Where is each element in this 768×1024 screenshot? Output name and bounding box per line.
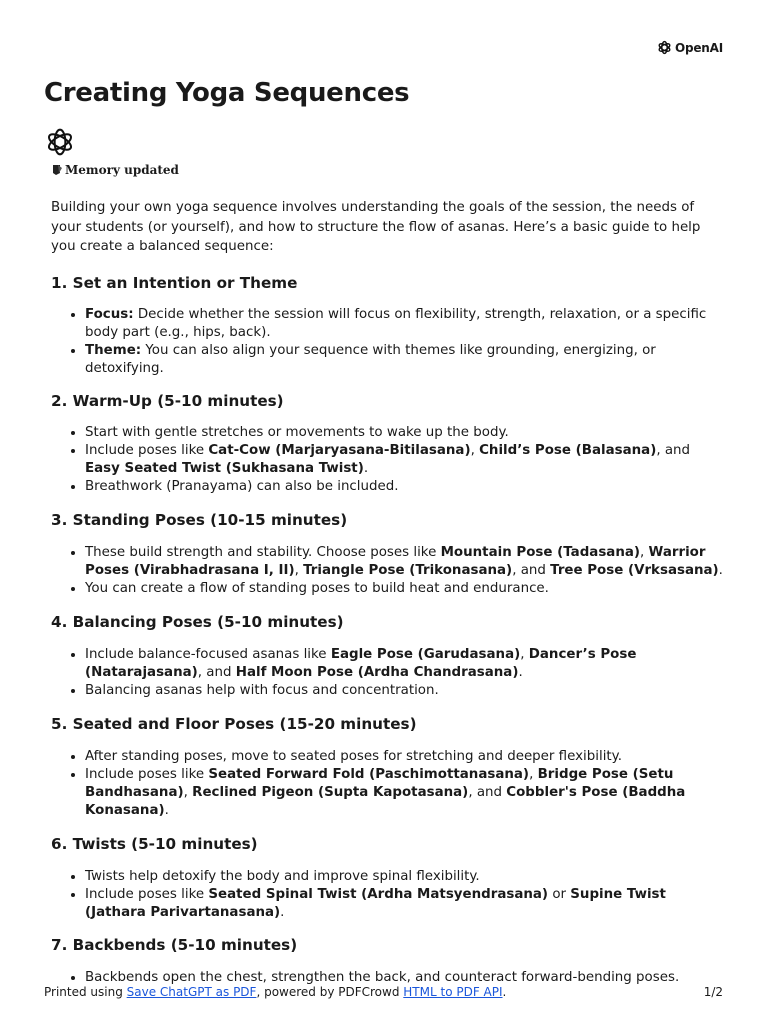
list-item [85, 682, 723, 700]
text-run: , and [512, 562, 551, 578]
list-item [85, 886, 723, 922]
memory-note [52, 163, 179, 177]
bold-text: Supine Twist (Jathara Parivartanasana) [85, 886, 666, 920]
text-run: Breathwork (Pranayama) can also be included. [85, 478, 399, 494]
bold-text: Theme: [85, 342, 142, 358]
section-list [51, 748, 723, 820]
list-item [85, 748, 723, 766]
intro-paragraph: Building your own yoga sequence involves understanding the goals of the session, the needs of your students (or yourself), and how to structure the flow of asanas. Here’s a basic guide to help you create a balanced sequence: [51, 200, 701, 254]
bold-text: Reclined Pigeon (Supta Kapotasana) [192, 784, 469, 800]
section-list [51, 868, 723, 922]
list-item [85, 478, 723, 496]
list-item [85, 580, 723, 598]
memory-note-label: Memory updated [65, 163, 179, 177]
text-run: . [363, 460, 369, 476]
list-item [85, 442, 723, 478]
section-heading: 2. Warm-Up (5-10 minutes) [51, 391, 284, 410]
section-list [51, 544, 723, 598]
response-content [51, 198, 723, 987]
text-run: . [718, 562, 723, 578]
section-list [51, 969, 723, 987]
text-run: Include poses like [85, 886, 209, 902]
list-item [85, 868, 723, 886]
text-run: These build strength and stability. Choose poses like [85, 544, 441, 560]
bold-text: Seated Forward Fold (Paschimottanasana) [208, 766, 530, 782]
page-number: 1/2 [703, 985, 723, 999]
section-heading: 3. Standing Poses (10-15 minutes) [51, 510, 348, 529]
text-run: , [529, 766, 538, 782]
text-run: , [183, 784, 193, 800]
text-run: You can create a flow of standing poses to build heat and endurance. [85, 580, 549, 596]
text-run: Twists help detoxify the body and improve spinal flexibility. [85, 868, 480, 884]
memory-icon [52, 164, 63, 176]
openai-brand [657, 40, 723, 55]
text-run: . [164, 802, 169, 818]
section-list [51, 646, 723, 700]
text-run: , and [468, 784, 507, 800]
list-item [85, 766, 723, 820]
list-item [85, 342, 723, 378]
bold-text: Half Moon Pose (Ardha Chandrasana) [235, 664, 519, 680]
bold-text: Easy Seated Twist (Sukhasana Twist) [85, 460, 364, 476]
bold-text: Tree Pose (Vrksasana) [550, 562, 719, 578]
bold-text: Bridge Pose (Setu Bandhasana) [85, 766, 674, 800]
text-run: Decide whether the session will focus on flexibility, strength, relaxation, or a specific body part (e.g., hips, back). [85, 306, 707, 340]
text-run: Include poses like [85, 442, 209, 458]
text-run: , [640, 544, 649, 560]
bold-text: Focus: [85, 306, 134, 322]
bold-text: Dancer’s Pose (Natarajasana) [85, 646, 637, 680]
bold-text: Warrior Poses (Virabhadrasana I, II) [85, 544, 706, 578]
list-item [85, 424, 723, 442]
text-run: Balancing asanas help with focus and concentration. [85, 682, 439, 698]
text-run: . [280, 904, 285, 920]
list-item [85, 646, 723, 682]
section-heading: 4. Balancing Poses (5-10 minutes) [51, 612, 344, 631]
save-chatgpt-pdf-link[interactable]: Save ChatGPT as PDF [126, 985, 257, 999]
text-run: Backbends open the chest, strengthen the back, and counteract forward-bending poses. [85, 969, 680, 985]
text-run: , [520, 646, 529, 662]
print-footer [44, 985, 723, 999]
text-run: , [470, 442, 480, 458]
html-to-pdf-api-link[interactable]: HTML to PDF API [403, 985, 503, 999]
bold-text: Seated Spinal Twist (Ardha Matsyendrasana) [208, 886, 549, 902]
section-heading: 5. Seated and Floor Poses (15-20 minutes) [51, 714, 417, 733]
sections-container [51, 273, 723, 987]
section-heading: 7. Backbends (5-10 minutes) [51, 935, 298, 954]
bold-text: Child’s Pose (Balasana) [479, 442, 657, 458]
chatgpt-avatar-icon [45, 127, 75, 157]
text-run: Start with gentle stretches or movements to wake up the body. [85, 424, 509, 440]
text-run: . [518, 664, 523, 680]
page-title: Creating Yoga Sequences [44, 78, 410, 108]
text-run: After standing poses, move to seated poses for stretching and deeper flexibility. [85, 748, 622, 764]
openai-logo-icon [657, 40, 672, 55]
text-run: , [294, 562, 304, 578]
bold-text: Cobbler's Pose (Baddha Konasana) [85, 784, 686, 818]
text-run: or [548, 886, 571, 902]
text-run: , and [656, 442, 691, 458]
bold-text: Eagle Pose (Garudasana) [330, 646, 521, 662]
bold-text: Triangle Pose (Trikonasana) [303, 562, 513, 578]
footer-text: Printed using Save ChatGPT as PDF, powered by PDFCrowd HTML to PDF API. [44, 985, 507, 999]
list-item [85, 544, 723, 580]
section-list [51, 306, 723, 378]
brand-name: OpenAI [674, 40, 723, 55]
text-run: Include balance-focused asanas like [85, 646, 331, 662]
list-item [85, 306, 723, 342]
bold-text: Mountain Pose (Tadasana) [440, 544, 641, 560]
section-heading: 1. Set an Intention or Theme [51, 273, 298, 292]
bold-text: Cat-Cow (Marjaryasana-Bitilasana) [208, 442, 471, 458]
text-run: You can also align your sequence with themes like grounding, energizing, or detoxifying. [85, 342, 656, 376]
text-run: Include poses like [85, 766, 209, 782]
section-list [51, 424, 723, 496]
section-heading: 6. Twists (5-10 minutes) [51, 834, 258, 853]
list-item [85, 969, 723, 987]
text-run: , and [197, 664, 236, 680]
